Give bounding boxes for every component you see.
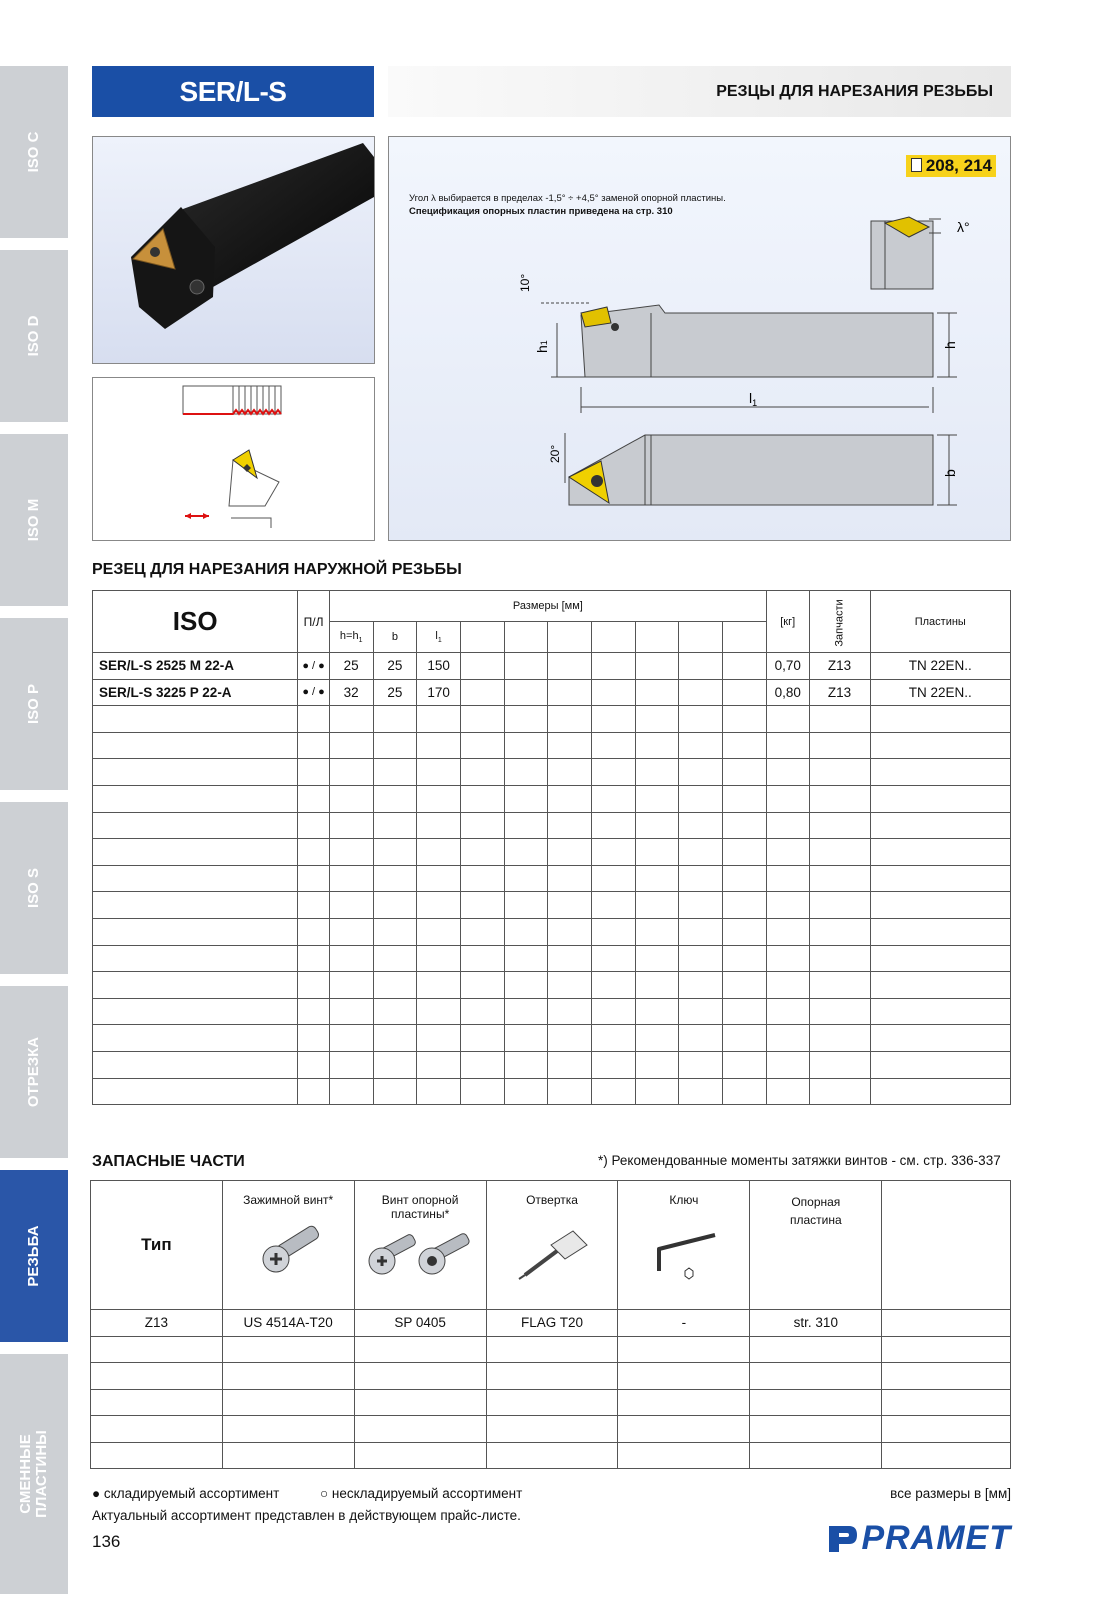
tab-iso-p[interactable]: ISO P — [0, 618, 68, 796]
lambda-label: λ° — [957, 219, 970, 235]
tab-threading[interactable]: РЕЗЬБА — [0, 1170, 68, 1348]
empty-row — [93, 732, 1011, 759]
main-section-title: РЕЗЕЦ ДЛЯ НАРЕЗАНИЯ НАРУЖНОЙ РЕЗЬБЫ — [92, 561, 462, 578]
torque-footnote: *) Рекомендованные моменты затяжки винтов - см. стр. 336-337 — [598, 1153, 1001, 1168]
key-header: Ключ — [618, 1181, 750, 1310]
driver-header: Отвертка — [486, 1181, 618, 1310]
shim-screw-header: Винт опорной пластины* — [354, 1181, 486, 1310]
tab-iso-c[interactable]: ISO C — [0, 66, 68, 244]
spare-section-title: ЗАПАСНЫЕ ЧАСТИ — [92, 1153, 245, 1170]
empty-row — [93, 812, 1011, 839]
angle-10-label: 10° — [518, 273, 532, 292]
empty-row — [93, 839, 1011, 866]
price-list-note: Актуальный ассортимент представлен в действующем прайс-листе. — [92, 1508, 521, 1523]
page-number: 136 — [92, 1532, 121, 1551]
shim-screw-icon — [360, 1227, 480, 1283]
parts-header: Запчасти — [809, 591, 870, 653]
empty-row — [93, 1051, 1011, 1078]
empty-row — [93, 865, 1011, 892]
shim-header: Опорная пластина — [750, 1181, 882, 1310]
empty-row — [93, 706, 1011, 733]
empty-row — [93, 1078, 1011, 1105]
page-title: РЕЗЦЫ ДЛЯ НАРЕЗАНИЯ РЕЗЬБЫ — [388, 66, 1011, 117]
empty-row — [93, 972, 1011, 999]
tool-holder-image — [93, 137, 374, 363]
tab-inserts[interactable]: СМЕННЫЕ ПЛАСТИНЫ — [0, 1354, 68, 1600]
empty-row — [91, 1336, 1011, 1363]
weight-header: [кг] — [766, 591, 809, 653]
b-header: b — [373, 622, 417, 653]
empty-row — [91, 1442, 1011, 1469]
legend-stock: ● складируемый ассортимент — [92, 1486, 280, 1501]
tab-cutoff[interactable]: ОТРЕЗКА — [0, 986, 68, 1164]
h-label: h — [942, 341, 958, 349]
empty-row — [91, 1416, 1011, 1443]
empty-row — [93, 785, 1011, 812]
b-label: b — [942, 469, 958, 477]
l1-label: $l_1$ — [749, 390, 758, 408]
all-sizes-note: все размеры в [мм] — [890, 1486, 1011, 1501]
empty-row — [93, 945, 1011, 972]
empty-row — [93, 918, 1011, 945]
shim-spec-note: Спецификация опорных пластин приведена на стр. 310 — [409, 206, 673, 217]
lambda-note: Угол λ выбирается в пределах -1,5° ÷ +4,5° заменой опорной пластины. — [409, 193, 726, 204]
pramet-logo: PRAMET — [825, 1519, 1011, 1558]
dimensions-header: Размеры [мм] — [329, 591, 766, 622]
empty-row — [93, 759, 1011, 786]
empty-rows — [93, 706, 1011, 1105]
iso-header: ISO — [93, 591, 298, 653]
spare-parts-table — [90, 1180, 1011, 1469]
tool-table — [92, 590, 1011, 1105]
tab-iso-m[interactable]: ISO M — [0, 434, 68, 612]
l-header: $l_1$ — [417, 622, 461, 653]
pl-header: П/Л — [298, 591, 330, 653]
product-code: SER/L-S — [92, 66, 374, 117]
hex-key-icon — [639, 1215, 729, 1285]
screwdriver-icon — [507, 1215, 597, 1285]
dimension-drawing — [389, 137, 1010, 540]
tab-iso-d[interactable]: ISO D — [0, 250, 68, 428]
thread-illustration — [92, 377, 375, 541]
clamp-screw-header: Зажимной винт* — [222, 1181, 354, 1310]
legend-nonstock: ○ нескладируемый ассортимент — [320, 1486, 523, 1501]
type-header: Тип — [91, 1181, 223, 1310]
screw-icon — [248, 1215, 328, 1279]
tab-iso-s[interactable]: ISO S — [0, 802, 68, 980]
angle-20-label: 20° — [548, 444, 562, 463]
product-photo — [92, 136, 375, 364]
table-row: Z13 US 4514A-T20 SP 0405 FLAG T20 - str. 310 — [91, 1310, 1011, 1337]
empty-rows — [91, 1336, 1011, 1469]
empty-row — [93, 1025, 1011, 1052]
logo-mark-icon — [825, 1522, 861, 1556]
h1-label: h1 — [534, 340, 550, 353]
table-row: SER/L-S 2525 M 22-A ● / ● 25 25 150 0,70 Z13 TN 22EN.. — [93, 653, 1011, 680]
empty-row — [91, 1389, 1011, 1416]
empty-row — [93, 892, 1011, 919]
reference-badge[interactable]: 208, 214 — [906, 155, 996, 177]
empty-row — [91, 1363, 1011, 1390]
table-row: SER/L-S 3225 P 22-A ● / ● 32 25 170 0,80 Z13 TN 22EN.. — [93, 679, 1011, 706]
inserts-header: Пластины — [870, 591, 1010, 653]
empty-row — [93, 998, 1011, 1025]
technical-drawing — [388, 136, 1011, 541]
h-header: $h=h_1$ — [329, 622, 373, 653]
